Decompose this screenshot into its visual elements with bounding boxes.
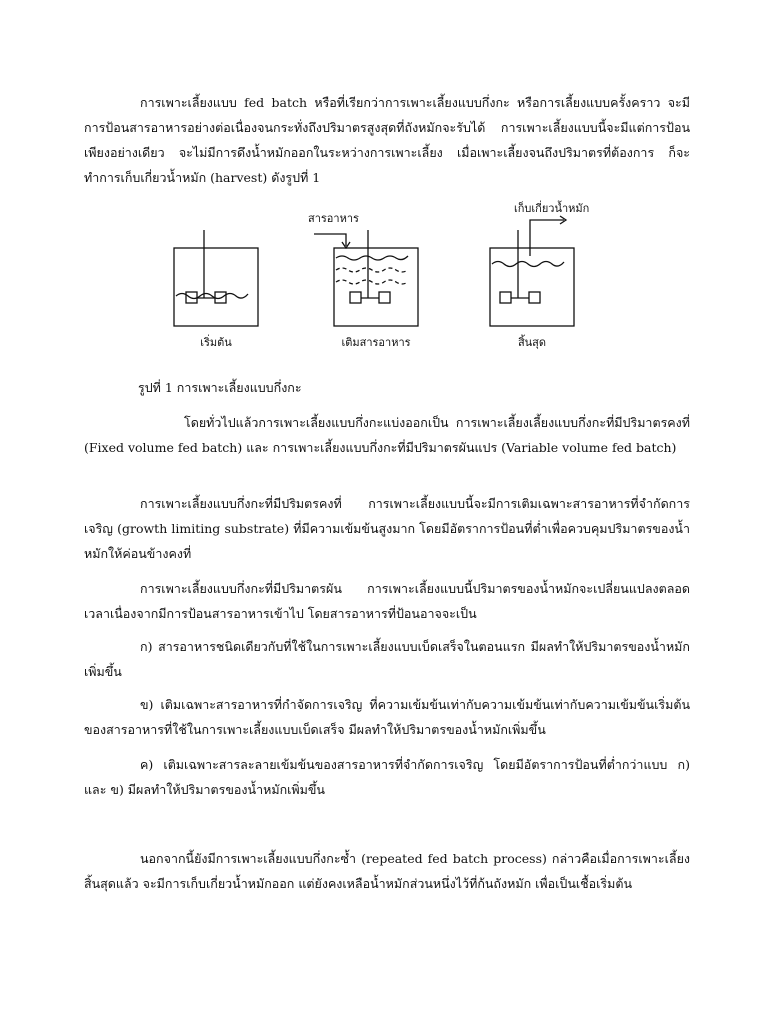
- tank-start: [174, 230, 258, 326]
- paragraph-option-c: ค) เติมเฉพาะสารละลายเข้มข้นของสารอาหารที่จำกัดการเจริญ โดยมีอัตราการป้อนที่ต่ำกว่าแบบ ก) และ ข) มีผลทำให้ปริมาตรของน้ำหมักเพิ่มขึ้น: [84, 757, 690, 797]
- paragraph-variable-volume: การเพาะเลี้ยงแบบกึ่งกะที่มีปริมาตรผัน การเพาะเลี้ยงแบบนี้ปริมาตรของน้ำหมักจะเปลี่ยนแปลงตลอดเวลาเนื่องจากมีการป้อนสารอาหารเข้าไป โดยสารอาหารที่ป้อนอาจจะเป็น: [84, 581, 690, 621]
- fed-batch-figure: [160, 198, 620, 360]
- paragraph-option-a: ก) สารอาหารชนิดเดียวกับที่ใช้ในการเพาะเลี้ยงแบบเบ็ดเสร็จในตอนแรก มีผลทำให้ปริมาตรของน้ำหมักเพิ่มขึ้น: [84, 639, 690, 679]
- figure-caption: รูปที่ 1 การเพาะเลี้ยงแบบกึ่งกะ: [138, 380, 302, 395]
- tank-label-end: สิ้นสุด: [517, 336, 547, 349]
- harvest-label: เก็บเกี่ยวน้ำหมัก: [514, 202, 590, 215]
- paragraph-repeated: นอกจากนี้ยังมีการเพาะเลี้ยงแบบกึ่งกะซ้ำ (repeated fed batch process) กล่าวคือเมื่อการเพาะเลี้ยงสิ้นสุดแล้ว จะมีการเก็บเกี่ยวน้ำหมักออก แต่ยังคงเหลือน้ำหมักส่วนหนึ่งไว้ที่ก้นถังหมัก เพื่อเป็นเชื้อเริ่มต้น: [84, 851, 690, 891]
- fed-batch-diagram: [160, 198, 620, 360]
- tank-label-start: เริ่มต้น: [200, 336, 232, 349]
- paragraph-types: โดยทั่วไปแล้วการเพาะเลี้ยงแบบกึ่งกะแบ่งออกเป็น การเพาะเลี้ยงเลี้ยงแบบกึ่งกะที่มีปริมาตรคงที่ (Fixed volume fed batch) และ การเพาะเลี้ยงแบบกึ่งกะที่มีปริมาตรผันแปร (Variable volume fed batch): [84, 415, 690, 455]
- tank-feeding: [314, 230, 418, 326]
- tank-end: [490, 216, 574, 326]
- paragraph-intro: การเพาะเลี้ยงแบบ fed batch หรือที่เรียกว่าการเพาะเลี้ยงแบบกึ่งกะ หรือการเลี้ยงแบบครั้งคราว จะมีการป้อนสารอาหารอย่างต่อเนื่องจนกระทั่งถึงปริมาตรสูงสุดที่ถังหมักจะรับได้ การเพาะเลี้ยงแบบนี้จะมีแต่การป้อนเพียงอย่างเดียว จะไม่มีการดึงน้ำหมักออกในระหว่างการเพาะเลี้ยง เมื่อเพาะเลี้ยงจนถึงปริมาตรที่ต้องการ ก็จะทำการเก็บเกี่ยวน้ำหมัก (harvest) ดังรูปที่ 1: [84, 95, 690, 185]
- tank-label-feeding: เติมสารอาหาร: [341, 336, 411, 349]
- paragraph-fixed-volume: การเพาะเลี้ยงแบบกึ่งกะที่มีปริมตรคงที่ การเพาะเลี้ยงแบบนี้จะมีการเติมเฉพาะสารอาหารที่จำกัดการเจริญ (growth limiting substrate) ที่มีความเข้มข้นสูงมาก โดยมีอัตราการป้อนที่ต่ำเพื่อควบคุมปริมาตรของน้ำหมักให้ค่อนข้างคงที่: [84, 496, 690, 561]
- paragraph-option-b: ข) เติมเฉพาะสารอาหารที่กำจัดการเจริญ ที่ความเข้มข้นเท่ากับความเข้มข้นเท่ากับความเข้มข้นเริ่มต้นของสารอาหารที่ใช้ในการเพาะเลี้ยงแบบเบ็ดเสร็จ มีผลทำให้ปริมาตรของน้ำหมักเพิ่มขึ้น: [84, 697, 690, 737]
- feed-label: สารอาหาร: [308, 212, 359, 225]
